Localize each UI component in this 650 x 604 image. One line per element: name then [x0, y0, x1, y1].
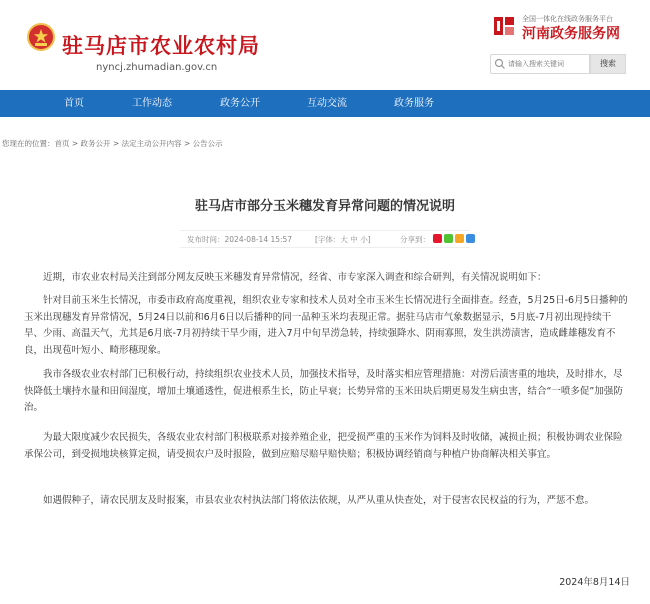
site-url: nyncj.zhumadian.gov.cn [96, 62, 218, 73]
search-icon [494, 58, 506, 70]
font-size-switcher[interactable]: [字体：大 中 小] [315, 235, 371, 244]
share-qq-icon[interactable] [466, 234, 475, 243]
nav-item-gov-open[interactable]: 政务公开 [220, 98, 260, 109]
breadcrumb[interactable]: 您现在的位置：首页 > 政务公开 > 法定主动公开内容 > 公告公示 [2, 139, 223, 148]
site-title[interactable]: 驻马店市农业农村局 [62, 34, 260, 58]
search-button[interactable]: 搜索 [590, 54, 626, 74]
article-paragraph: 为最大限度减少农民损失，各级农业农村部门积极联系对接养殖企业，把受损严重的玉米作为饲料及时收储，减损止损；积极协调农业保险承保公司，到受损地块核算定损，请受损农户及时报险，做到应赔尽赔早赔快赔；积极协调经销商与种植户协商解决相关事宜。 [24, 432, 623, 460]
sign-date: 2024年8月14日 [559, 577, 630, 588]
article-paragraph: 近期，市农业农村局关注到部分网友反映玉米穗发育异常情况，经省、市专家深入调查和综合研判，有关情况说明如下： [43, 272, 547, 283]
national-emblem-icon [26, 22, 56, 52]
nav-item-interaction[interactable]: 互动交流 [307, 98, 347, 109]
site-header [0, 0, 650, 88]
publish-time: 发布时间：2024-08-14 15:57 [187, 235, 293, 244]
portal-name[interactable]: 河南政务服务网 [522, 26, 620, 42]
nav-item-services[interactable]: 政务服务 [394, 98, 434, 109]
portal-logo-icon [492, 14, 516, 38]
share-qzone-icon[interactable] [455, 234, 464, 243]
main-nav [0, 90, 650, 117]
nav-item-home[interactable]: 首页 [64, 98, 84, 109]
search-input[interactable] [508, 55, 588, 73]
nav-item-news[interactable]: 工作动态 [132, 98, 172, 109]
share-label: 分享到： [400, 235, 430, 244]
share-wechat-icon[interactable] [444, 234, 453, 243]
share-weibo-icon[interactable] [433, 234, 442, 243]
article-paragraph: 针对目前玉米生长情况，市委市政府高度重视，组织农业专家和技术人员对全市玉米生长情况进行全面排查。经查，5月25日-6月5日播种的玉米出现穗发育异常情况，5月24日以前和6月6日以后播种的同一品种玉米均表现正常。据驻马店市气象数据显示，5月底-7月初出现持续干旱、少雨、高温天气，尤其是6月底-7月初持续干旱少雨，进入7月中旬旱涝急转，持续强降水、阴雨寡照，发生洪涝渍害，造成雌雄穗发育不良，出现苞叶短小、畸形穗现象。 [24, 295, 628, 356]
article-paragraph: 我市各级农业农村部门已积极行动，持续组织农业技术人员，加强技术指导，及时落实相应管理措施：对涝后渍害重的地块，及时排水，尽快降低土壤持水量和田间湿度，增加土壤通透性，促进根系生长，防止早衰；长势异常的玉米田块后期更易发生病虫害，结合“一喷多促”加强防治。 [24, 369, 623, 413]
article-paragraph: 如遇假种子，请农民朋友及时报案，市县农业农村执法部门将依法依规，从严从重从快查处，对于侵害农民权益的行为，严惩不怠。 [43, 495, 595, 506]
article-title: 驻马店市部分玉米穗发育异常问题的情况说明 [194, 199, 455, 214]
portal-slogan: 全国一体化在线政务服务平台 [522, 15, 613, 23]
